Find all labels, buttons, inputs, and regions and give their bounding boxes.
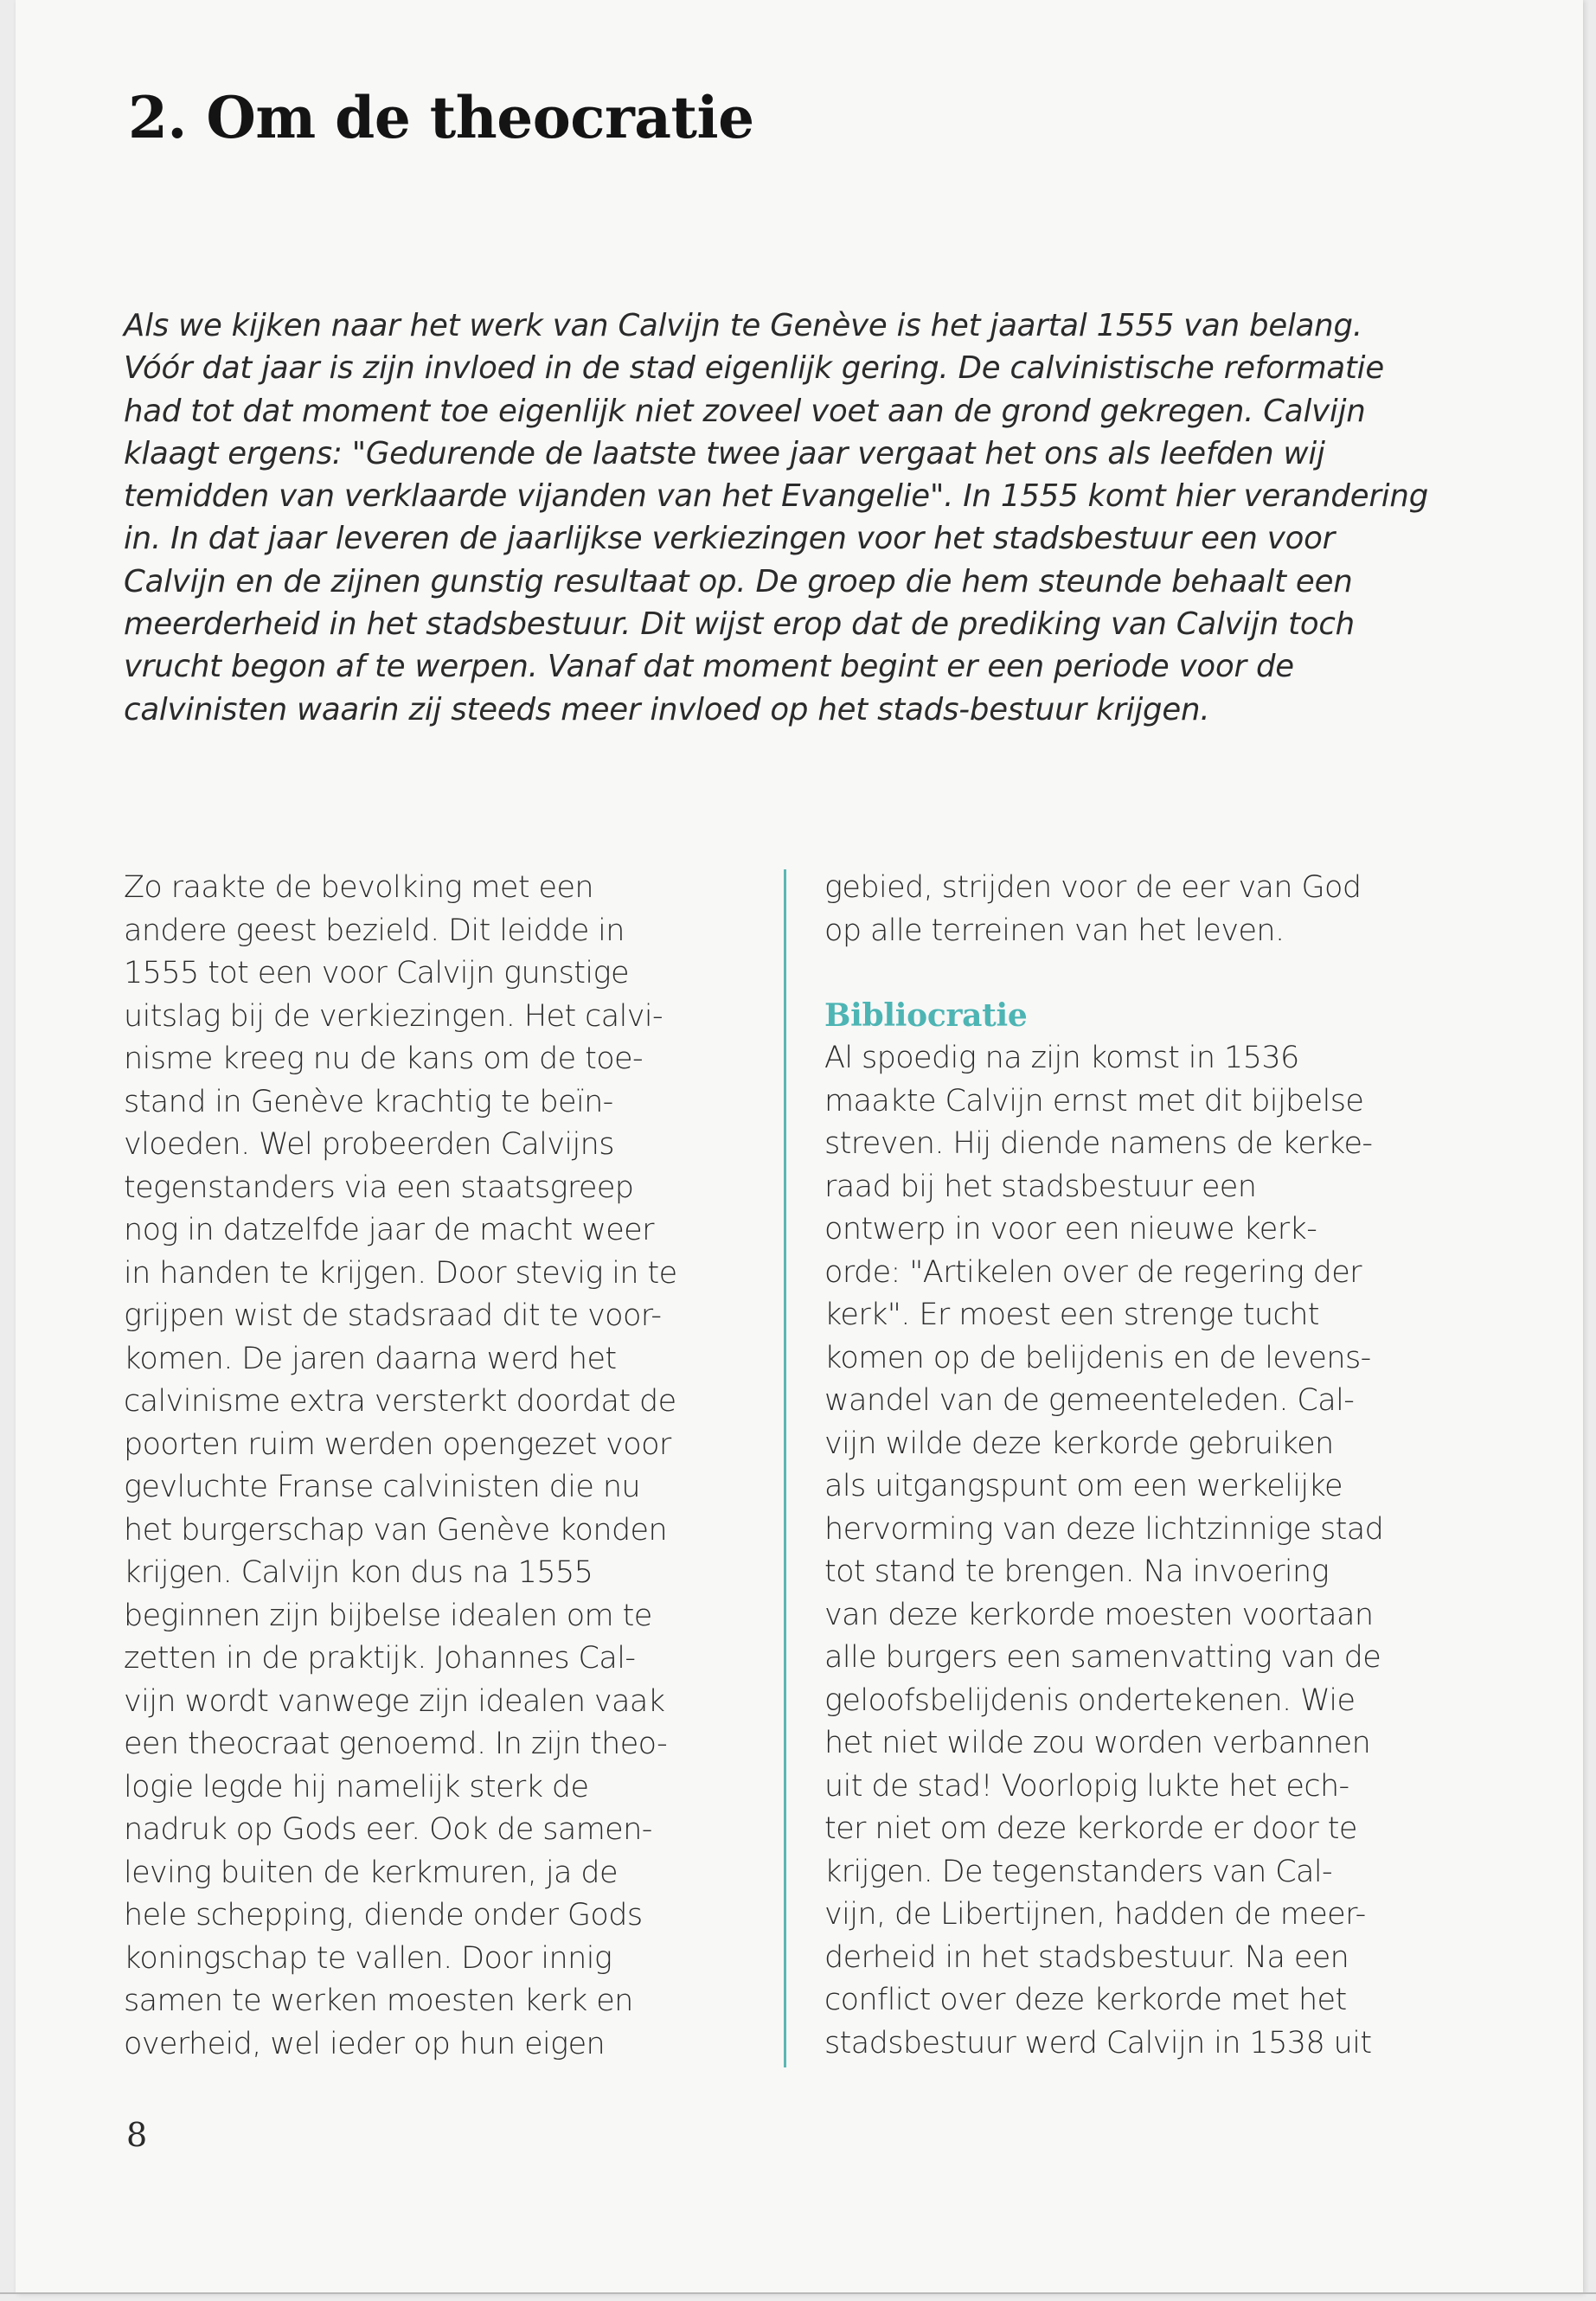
left-column-text: Zo raakte de bevolking met een andere geest bezield. Dit leidde in 1555 tot een voor Calvijn gunstige uitslag bij de verkiezingen. Het calvi- nisme kreeg nu de kans om de toe- stand in Genève krachtig te beïn- vloeden. Wel probeerden Calvijns tegenstanders via een staatsgreep nog in datzelfde jaar de macht weer in handen te krijgen. Door stevig in te grijpen wist de stadsraad dit te voor- komen. De jaren daarna werd het calvinisme extra versterkt doordat de poorten ruim werden opengezet voor gevluchte Franse calvinisten die nu het burgerschap van Genève konden krijgen. Calvijn kon dus na 1555 beginnen zijn bijbelse idealen om te zetten in de praktijk. Johannes Cal- vijn wordt vanwege zijn idealen vaak een theocraat genoemd. In zijn theo- logie legde hij namelijk sterk de nadruk op Gods eer. Ook de samen- leving buiten de kerkmuren, ja de hele schepping, diende onder Gods koningschap te vallen. Door innig samen te werken moesten kerk en overheid, wel ieder op hun eigen (124, 870, 677, 2061)
page-number: 8 (126, 2116, 148, 2154)
page-bottom-edge (0, 2292, 1596, 2294)
book-page (16, 0, 1583, 2294)
left-column (124, 867, 748, 2066)
section-heading-bibliocratie: Bibliocratie (824, 997, 1028, 1034)
page-title: 2. Om de theocratie (128, 84, 754, 151)
right-column-continuation: gebied, strijden voor de eer van God op alle terreinen van het leven. (824, 870, 1362, 948)
column-divider (784, 869, 786, 2067)
right-column (824, 867, 1451, 2065)
right-column-section-text: Al spoedig na zijn komst in 1536 maakte Calvijn ernst met dit bijbelse streven. Hij diende namens de kerke- raad bij het stadsbestuur een ontwerp in voor een nieuwe kerk- orde: "Artikelen over de regering der kerk". Er moest een strenge tucht komen op de belijdenis en de levens- wandel van de gemeenteleden. Cal- vijn wilde deze kerkorde gebruiken als uitgangspunt om een werkelijke hervorming van deze lichtzinnige stad tot stand te brengen. Na invoering van deze kerkorde moesten voortaan alle burgers een samenvatting van de geloofsbelijdenis ondertekenen. Wie het niet wilde zou worden verbannen uit de stad! Voorlopig lukte het ech- ter niet om deze kerkorde er door te krijgen. De tegenstanders van Cal- vijn, de Libertijnen, hadden de meer- derheid in het stadsbestuur. Na een conflict over deze kerkorde met het stadsbestuur werd Calvijn in 1538 uit (824, 1041, 1384, 2061)
intro-paragraph: Als we kijken naar het werk van Calvijn te Genève is het jaartal 1555 van belang. Vóór dat jaar is zijn invloed in de stad eigenlijk gering. De calvinistische reformatie had tot dat moment toe eigenlijk niet zoveel voet aan de grond gekregen. Calvijn klaagt ergens: "Gedurende de laatste twee jaar vergaat het ons als leefden wij temidden van verklaarde vijanden van het Evangelie". In 1555 komt hier verandering in. In dat jaar leveren de jaarlijkse verkiezingen voor het stadsbestuur een voor Calvijn en de zijnen gunstig resultaat op. De groep die hem steunde behaalt een meerderheid in het stadsbestuur. Dit wijst erop dat de prediking van Calvijn toch vrucht begon af te werpen. Vanaf dat moment begint er een periode voor de calvinisten waarin zij steeds meer invloed op het stads-bestuur krijgen. (124, 308, 1429, 727)
